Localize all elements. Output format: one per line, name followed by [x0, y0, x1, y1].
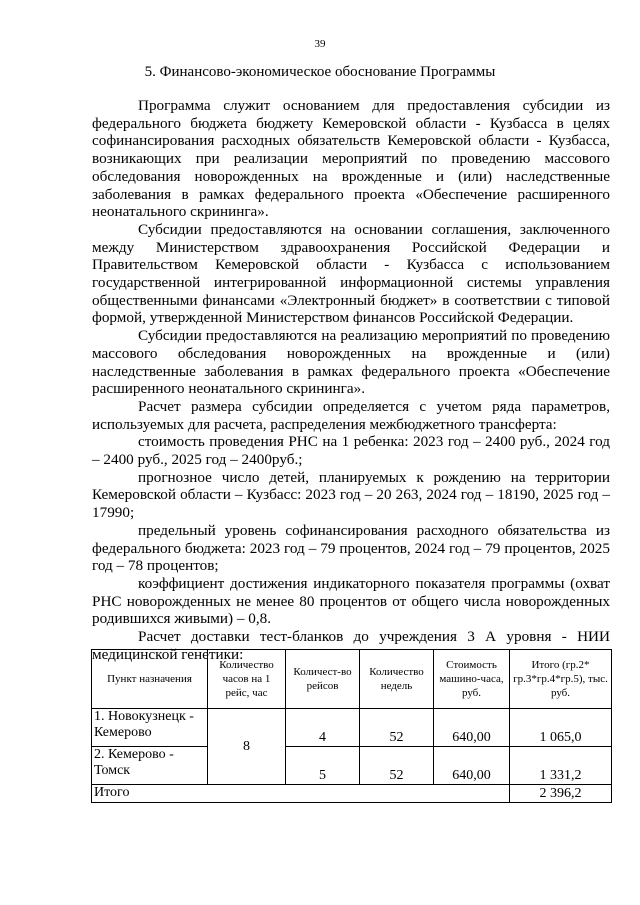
- table-row: [92, 709, 612, 747]
- paragraph-7: предельный уровень софинансирования расходного обязательства из федерального бюджета: 2023 год – 79 процентов, 2024 год – 79 процентов, 2025 год – 78 процентов;: [92, 521, 610, 575]
- header-destination: Пункт назначения: [92, 650, 208, 709]
- row-2-destination: 2. Кемерово - Томск: [92, 747, 208, 785]
- row-2-total: 1 331,2: [510, 747, 612, 785]
- paragraph-6: прогнозное число детей, планируемых к рождению на территории Кемеровской области – Кузбасс: 2023 год – 20 263, 2024 год – 18190, 2025 год – 17990;: [92, 468, 610, 522]
- header-trips: Количест-во рейсов: [286, 650, 360, 709]
- paragraph-2: Субсидии предоставляются на основании соглашения, заключенного между Министерством здравоохранения Российской Федерации и Правительством Кемеровской области - Кузбасса с использованием государственной интегрированной информационной системы управления общественными финансами «Электронный бюджет» в соответствии с типовой формой, утвержденной Министерством финансов Российской Федерации.: [92, 220, 610, 327]
- row-1-trips: 4: [286, 709, 360, 747]
- row-1-total: 1 065,0: [510, 709, 612, 747]
- row-2-weeks: 52: [360, 747, 434, 785]
- paragraph-8: коэффициент достижения индикаторного показателя программы (охват РНС новорожденных не менее 80 процентов от общего числа новорожденных родившихся живыми) – 0,8.: [92, 574, 610, 628]
- section-title: 5. Финансово-экономическое обоснование Программы: [144, 64, 496, 80]
- body-text: [92, 97, 610, 664]
- row-1-cost: 640,00: [434, 709, 510, 747]
- page-number: 39: [314, 38, 326, 50]
- delivery-cost-table: [91, 649, 612, 803]
- hours-per-trip: 8: [208, 709, 286, 785]
- paragraph-1: Программа служит основанием для предоставления субсидии из федерального бюджета бюджету Кемеровской области - Кузбасса в целях софинансирования расходных обязательств Кемеровской области - Кузбасса, возникающих при реализации мероприятий по проведению массового обследования новорожденных на врожденные и (или) наследственные заболевания в рамках федерального проекта «Обеспечение расширенного неонатального скрининга».: [92, 97, 610, 221]
- row-2-cost: 640,00: [434, 747, 510, 785]
- total-label: Итого: [92, 785, 510, 803]
- table-row: [92, 747, 612, 785]
- table-total-row: [92, 785, 612, 803]
- row-1-weeks: 52: [360, 709, 434, 747]
- row-2-trips: 5: [286, 747, 360, 785]
- header-weeks: Количество недель: [360, 650, 434, 709]
- paragraph-3: Субсидии предоставляются на реализацию мероприятий по проведению массового обследования новорожденных на врожденные и (или) наследственные заболевания в рамках федерального проекта «Обеспечение расширенного неонатального скрининга».: [92, 327, 610, 398]
- total-value: 2 396,2: [510, 785, 612, 803]
- paragraph-4: Расчет размера субсидии определяется с учетом ряда параметров, используемых для расчета, распределения межбюджетного трансферта:: [92, 397, 610, 433]
- header-total: Итого (гр.2* гр.3*гр.4*гр.5), тыс. руб.: [510, 650, 612, 709]
- header-hours: Количество часов на 1 рейс, час: [208, 650, 286, 709]
- table-header-row: [92, 650, 612, 709]
- row-1-destination: 1. Новокузнецк - Кемерово: [92, 709, 208, 747]
- paragraph-9: Расчет доставки тест-бланков до учреждения 3 А уровня - НИИ медицинской генетики:: [92, 628, 610, 663]
- header-cost: Стоимость машино-часа, руб.: [434, 650, 510, 709]
- paragraph-5: стоимость проведения РНС на 1 ребенка: 2023 год – 2400 руб., 2024 год – 2400 руб., 2025 год – 2400руб.;: [92, 433, 610, 469]
